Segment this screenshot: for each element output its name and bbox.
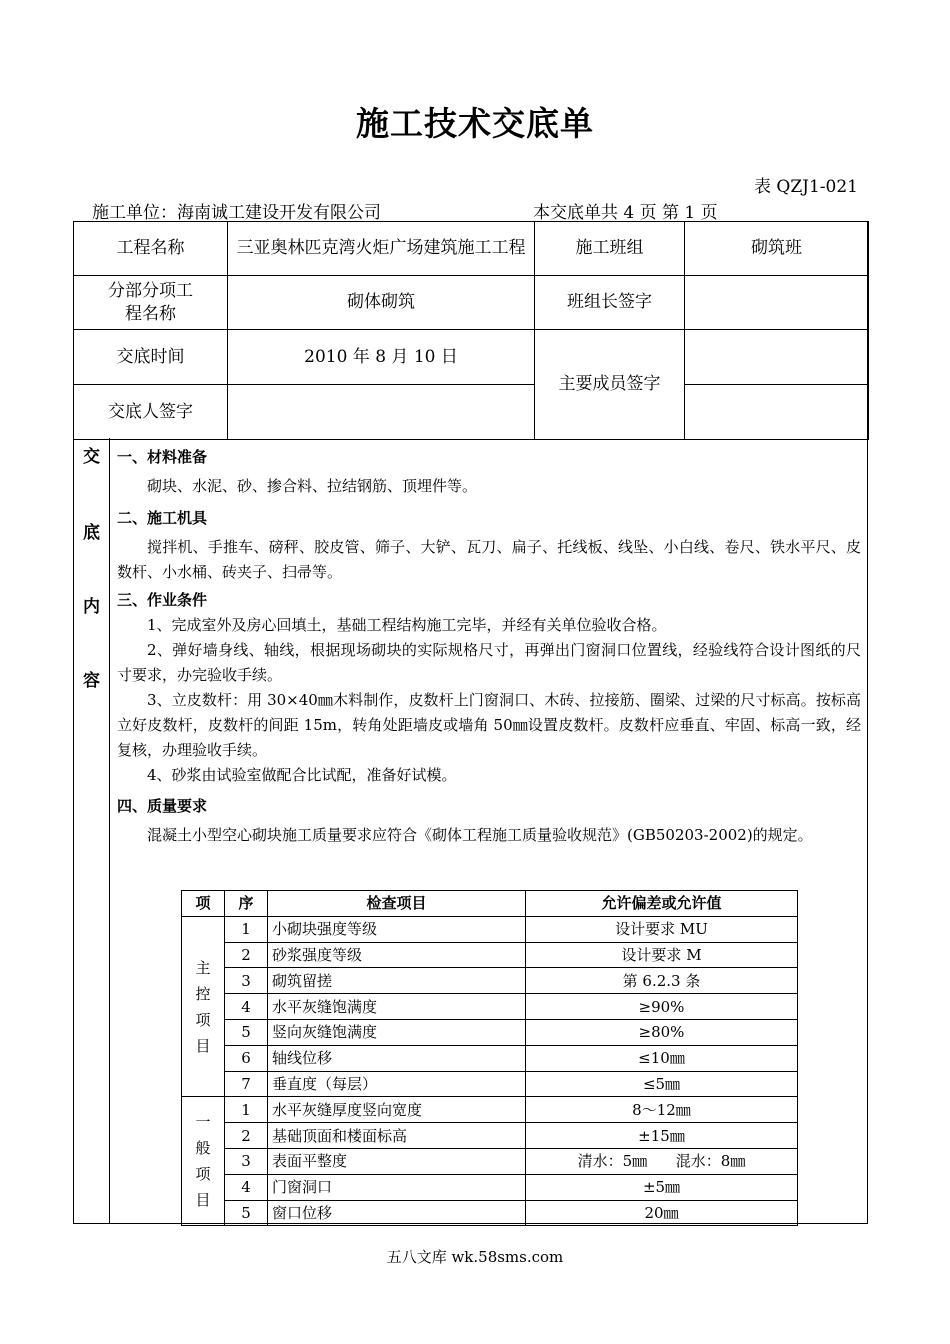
time-label: 交底时间: [74, 330, 228, 385]
table-row: [182, 1200, 798, 1226]
header-table: [73, 221, 869, 440]
row-item: 基础顶面和楼面标高: [268, 1123, 526, 1149]
row-item: 垂直度（每层）: [268, 1071, 526, 1097]
team-value: 砌筑班: [685, 222, 869, 276]
section-1-text: 砌块、水泥、砂、掺合料、拉结钢筋、顶埋件等。: [147, 477, 478, 495]
col-header-no: 序: [225, 891, 268, 917]
section-3-item-3: 3、立皮数杆：用 30×40㎜木料制作，皮数杆上门窗洞口、木砖、拉接筋、圈梁、过梁的尺寸标高。按标高立好皮数杆，皮数杆的间距 15m，转角处距墙皮或墙角 50㎜设置皮数杆。皮数杆应垂直、牢固、标高一致，经复核，办理验收手续。: [117, 691, 861, 759]
row-no: 4: [225, 1174, 268, 1200]
group-general-label: 一般项目: [195, 1113, 211, 1210]
content-label-char-1: 交: [83, 447, 100, 467]
briefing-content: [117, 440, 861, 848]
table-row: [182, 1071, 798, 1097]
section-3-item-2: 2、弹好墙身线、轴线，根据现场砌块的实际规格尺寸，再弹出门窗洞口位置线，经验线符合设计图纸的尺寸要求，办完验收手续。: [117, 641, 861, 684]
footer-watermark: 五八文库 wk.58sms.com: [386, 1248, 564, 1266]
row-no: 3: [225, 968, 268, 994]
page-info: 本交底单共 4 页 第 1 页: [533, 203, 718, 223]
sub-project-label: 分部分项工程名称: [74, 276, 228, 330]
row-item: 窗口位移: [268, 1200, 526, 1226]
quality-table-header: [182, 891, 798, 917]
row-no: 5: [225, 1019, 268, 1045]
sub-project-value: 砌体砌筑: [228, 276, 535, 330]
leader-sign-label: 班组长签字: [535, 276, 685, 330]
row-value: ≥80%: [526, 1019, 798, 1045]
row-no: 1: [225, 916, 268, 942]
table-row: [182, 916, 798, 942]
project-name-value: 三亚奥林匹克湾火炬广场建筑施工工程: [228, 222, 535, 276]
project-name-label: 工程名称: [74, 222, 228, 276]
row-value: 第 6.2.3 条: [526, 968, 798, 994]
col-header-group: 项: [182, 891, 225, 917]
row-no: 3: [225, 1148, 268, 1174]
team-label: 施工班组: [535, 222, 685, 276]
row-value: ±15㎜: [526, 1123, 798, 1149]
table-row: [182, 1019, 798, 1045]
row-value: 清水：5㎜ 混水：8㎜: [526, 1148, 798, 1174]
row-item: 砂浆强度等级: [268, 942, 526, 968]
section-2-text: 搅拌机、手推车、磅秤、胶皮管、筛子、大铲、瓦刀、扁子、托线板、线坠、小白线、卷尺、铁水平尺、皮数杆、小水桶、砖夹子、扫帚等。: [117, 538, 861, 581]
row-item: 砌筑留搓: [268, 968, 526, 994]
time-value: 2010 年 8 月 10 日: [228, 330, 535, 385]
row-no: 7: [225, 1071, 268, 1097]
row-no: 1: [225, 1097, 268, 1123]
form-number: 表 QZJ1-021: [754, 177, 858, 197]
section-3-title: 三、作业条件: [117, 591, 208, 609]
row-no: 2: [225, 942, 268, 968]
row-value: ≤10㎜: [526, 1045, 798, 1071]
leader-sign-field[interactable]: [685, 276, 869, 330]
group-main-control: [182, 916, 225, 1097]
row-no: 6: [225, 1045, 268, 1071]
table-row: [182, 1097, 798, 1123]
table-row: [182, 1045, 798, 1071]
row-item: 水平灰缝饱满度: [268, 994, 526, 1020]
group-main-label: 主控项目: [195, 958, 211, 1055]
briefer-sign-label: 交底人签字: [74, 385, 228, 440]
row-item: 表面平整度: [268, 1148, 526, 1174]
table-row: [182, 1174, 798, 1200]
section-1-title: 一、材料准备: [117, 448, 208, 466]
content-label-char-2: 底: [83, 523, 100, 543]
row-item: 水平灰缝厚度竖向宽度: [268, 1097, 526, 1123]
section-3-item-4: 4、砂浆由试验室做配合比试配，准备好试模。: [147, 766, 457, 784]
table-row: [182, 968, 798, 994]
row-item: 竖向灰缝饱满度: [268, 1019, 526, 1045]
content-label-char-3: 内: [83, 597, 100, 617]
row-item: 门窗洞口: [268, 1174, 526, 1200]
row-value: 设计要求 M: [526, 942, 798, 968]
section-4-text: 混凝土小型空心砌块施工质量要求应符合《砌体工程施工质量验收规范》(GB50203-2002)的规定。: [147, 826, 813, 844]
group-general: [182, 1097, 225, 1226]
row-value: 20㎜: [526, 1200, 798, 1226]
table-row: [182, 994, 798, 1020]
row-item: 轴线位移: [268, 1045, 526, 1071]
section-3-item-1: 1、完成室外及房心回填土，基础工程结构施工完毕，并经有关单位验收合格。: [147, 616, 667, 634]
table-row: [182, 1148, 798, 1174]
section-2-title: 二、施工机具: [117, 509, 208, 527]
row-no: 4: [225, 994, 268, 1020]
row-no: 2: [225, 1123, 268, 1149]
construction-unit: 施工单位：海南诚工建设开发有限公司: [92, 203, 381, 223]
document-title: 施工技术交底单: [356, 104, 594, 143]
row-value: ≤5㎜: [526, 1071, 798, 1097]
row-value: ≥90%: [526, 994, 798, 1020]
row-value: 8～12㎜: [526, 1097, 798, 1123]
col-header-item: 检查项目: [268, 891, 526, 917]
briefer-sign-field[interactable]: [228, 385, 535, 440]
row-value: 设计要求 MU: [526, 916, 798, 942]
section-4-title: 四、质量要求: [117, 797, 208, 815]
row-value: ±5㎜: [526, 1174, 798, 1200]
members-sign-label: 主要成员签字: [535, 330, 685, 440]
table-row: [182, 942, 798, 968]
members-sign-field-2[interactable]: [685, 385, 869, 440]
content-label-char-4: 容: [83, 671, 100, 691]
content-label-column: [73, 438, 110, 1224]
members-sign-field-1[interactable]: [685, 330, 869, 385]
table-row: [182, 1123, 798, 1149]
col-header-value: 允许偏差或允许值: [526, 891, 798, 917]
quality-table: [181, 890, 798, 1226]
row-item: 小砌块强度等级: [268, 916, 526, 942]
row-no: 5: [225, 1200, 268, 1226]
